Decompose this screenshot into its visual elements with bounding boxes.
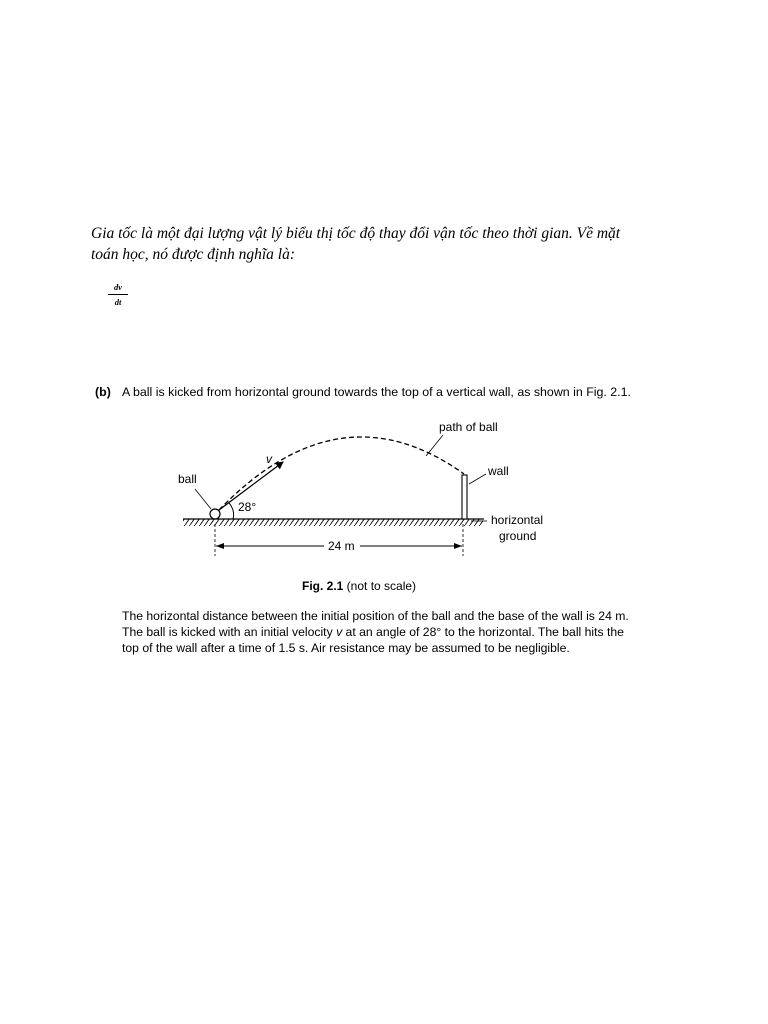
velocity-label: v — [266, 452, 272, 466]
ball — [210, 509, 220, 519]
dimension-arrow-right — [454, 543, 462, 549]
ball-label: ball — [178, 472, 197, 486]
angle-arc — [229, 503, 234, 519]
intro-line-1: Gia tốc là một đại lượng vật lý biểu thị tốc độ thay đổi vận tốc theo thời gian. Về mặt — [91, 225, 621, 242]
path-of-ball-label: path of ball — [439, 420, 498, 434]
wall-label: wall — [488, 464, 509, 478]
description-paragraph — [122, 608, 682, 656]
caption-rest: (not to scale) — [343, 579, 417, 593]
question-label: (b) — [95, 385, 111, 399]
figure-caption — [302, 579, 416, 593]
wall-leader — [469, 474, 486, 484]
fraction-denominator: dt — [114, 297, 122, 307]
description-line-2b: at an angle of 28° to the horizontal. The ball hits the — [342, 625, 624, 639]
description-line-2a: The ball is kicked with an initial velocity — [122, 625, 337, 639]
angle-label: 28° — [238, 500, 257, 514]
description-line-3: top of the wall after a time of 1.5 s. Air resistance may be assumed to be negligible. — [122, 641, 570, 655]
description-line-2 — [122, 624, 682, 640]
distance-label: 24 m — [328, 539, 355, 553]
question-text: A ball is kicked from horizontal ground towards the top of a vertical wall, as shown in Fig. 2.1. — [122, 385, 631, 399]
description-line-1: The horizontal distance between the initial position of the ball and the base of the wall is 24 m. — [122, 609, 629, 623]
ball-leader — [195, 489, 211, 509]
wall — [462, 475, 467, 519]
dimension-arrow-left — [216, 543, 224, 549]
ground-label-line-2: ground — [499, 529, 537, 543]
path-leader — [426, 435, 443, 456]
ground-label-line-1: horizontal — [491, 513, 544, 527]
ground-hatching — [183, 519, 483, 526]
fraction-numerator: dv — [113, 282, 123, 292]
description-velocity-symbol: v — [336, 625, 343, 639]
intro-line-2: toán học, nó được định nghĩa là: — [91, 246, 295, 263]
caption-bold: Fig. 2.1 — [302, 579, 344, 593]
